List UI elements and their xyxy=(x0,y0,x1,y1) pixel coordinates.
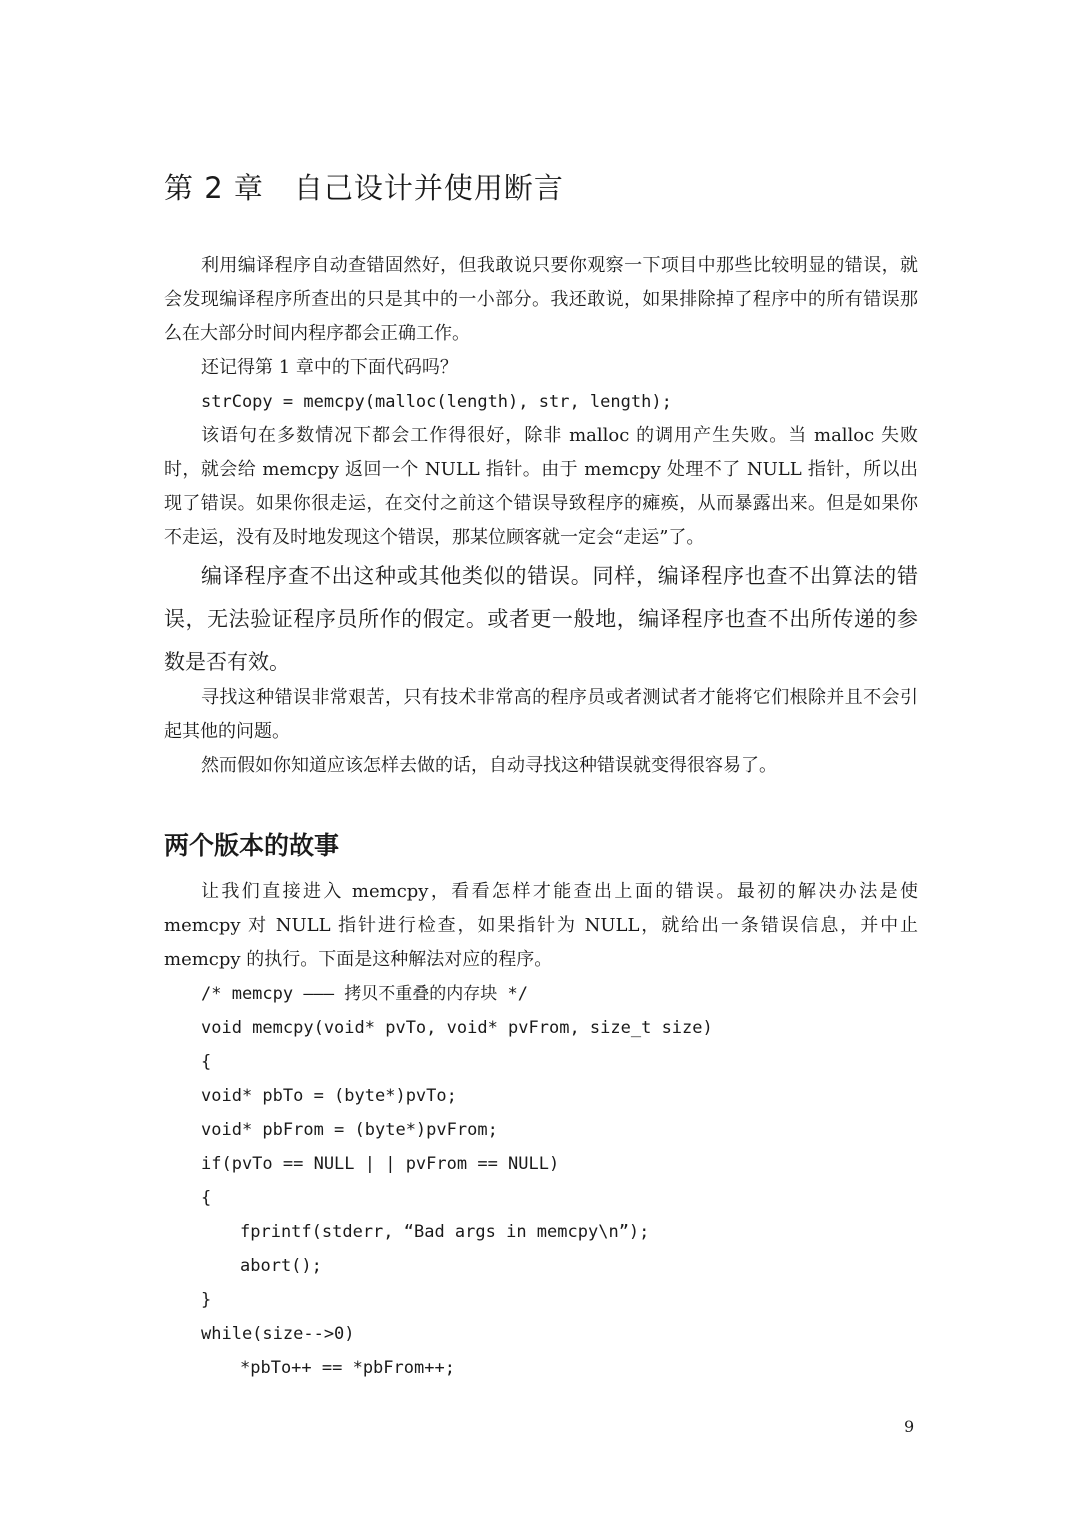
code-line: } xyxy=(201,1290,212,1310)
code-line: { xyxy=(201,1052,212,1072)
paragraph-intro: 利用编译程序自动查错固然好，但我敢说只要你观察一下项目中那些比较明显的错误，就会发现编译程序所查出的只是其中的一小部分。我还敢说，如果排除掉了程序中的所有错误那么在大部分时间内程序都会正确工作。 xyxy=(164,255,918,344)
paragraph-section-intro: 让我们直接进入 memcpy，看看怎样才能查出上面的错误。最初的解决办法是使 memcpy 对 NULL 指针进行检查，如果指针为 NULL，就给出一条错误信息，并中止 memcpy 的执行。下面是这种解法对应的程序。 xyxy=(164,881,918,970)
code-line: { xyxy=(201,1188,212,1208)
paragraph-easy: 然而假如你知道应该怎样去做的话，自动寻找这种错误就变得很容易了。 xyxy=(201,755,777,776)
code-line: void* pbTo = (byte*)pvTo; xyxy=(201,1086,457,1106)
code-line: if(pvTo == NULL | | pvFrom == NULL) xyxy=(201,1154,560,1174)
paragraph-hard: 寻找这种错误非常艰苦，只有技术非常高的程序员或者测试者才能将它们根除并且不会引起其他的问题。 xyxy=(164,687,918,742)
section-title: 两个版本的故事 xyxy=(164,831,340,860)
chapter-number: 第 2 章 xyxy=(164,171,264,205)
code-line: void memcpy(void* pvTo, void* pvFrom, size_t size) xyxy=(201,1018,713,1038)
code-line: /* memcpy ——— 拷贝不重叠的内存块 */ xyxy=(201,984,528,1004)
code-line: *pbTo++ == *pbFrom++; xyxy=(240,1358,455,1378)
paragraph-compiler: 编译程序查不出这种或其他类似的错误。同样，编译程序也查不出算法的错误，无法验证程序员所作的假定。或者更一般地，编译程序也查不出所传递的参数是否有效。 xyxy=(164,564,918,674)
code-line: while(size-->0) xyxy=(201,1324,355,1344)
code-line: fprintf(stderr, “Bad args in memcpy\n”); xyxy=(240,1222,650,1242)
code-line: abort(); xyxy=(240,1256,322,1276)
chapter-heading: 自己设计并使用断言 xyxy=(293,171,564,205)
paragraph-recall: 还记得第 1 章中的下面代码吗？ xyxy=(201,357,458,378)
code-line-strcopy: strCopy = memcpy(malloc(length), str, length); xyxy=(201,392,672,412)
chapter-title xyxy=(164,166,564,210)
code-line: void* pbFrom = (byte*)pvFrom; xyxy=(201,1120,498,1140)
page-number: 9 xyxy=(904,1417,915,1436)
paragraph-malloc: 该语句在多数情况下都会工作得很好，除非 malloc 的调用产生失败。当 malloc 失败时，就会给 memcpy 返回一个 NULL 指针。由于 memcpy 处理不了 NULL 指针，所以出现了错误。如果你很走运，在交付之前这个错误导致程序的瘫痪，从而暴露出来。但是如果你不走运，没有及时地发现这个错误，那某位顾客就一定会“走运”了。 xyxy=(164,425,918,548)
